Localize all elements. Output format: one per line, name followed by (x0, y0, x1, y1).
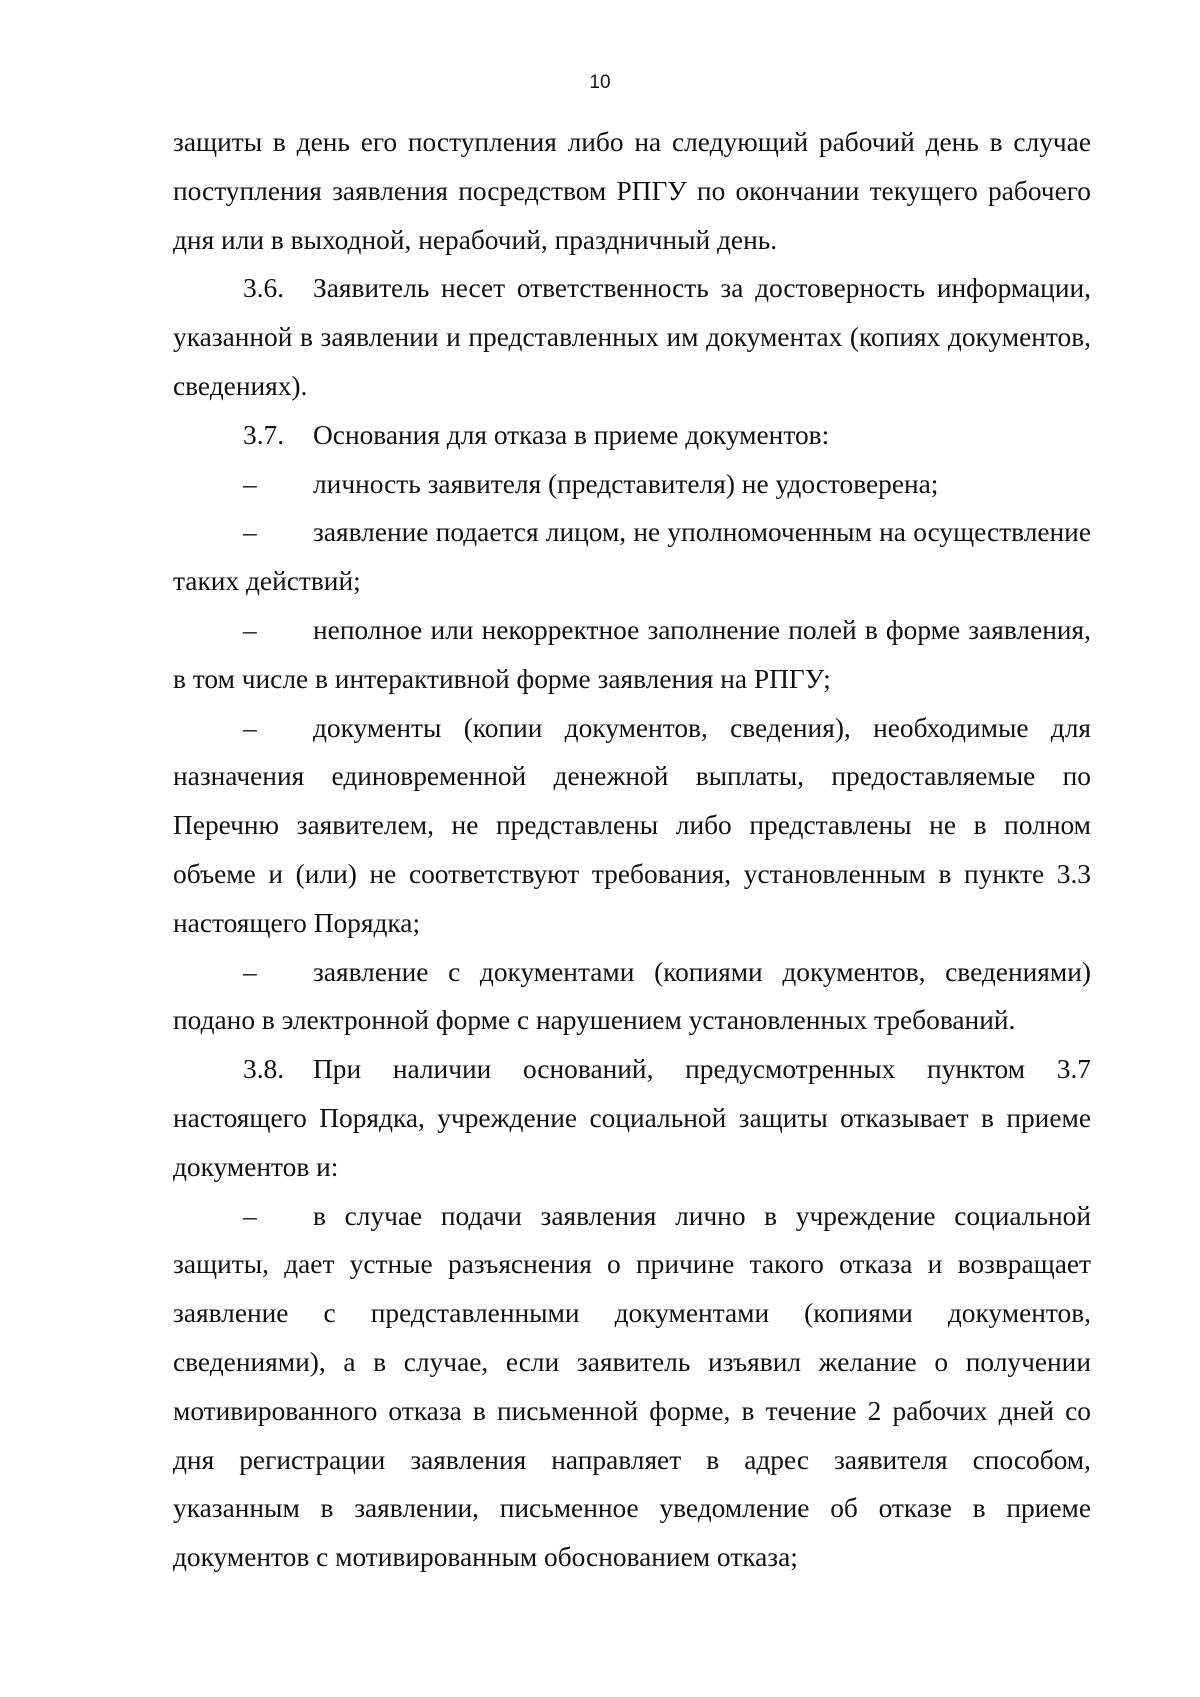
list-item-text: документы (копии документов, сведения), необходимые для назначения единовременной денежной выплаты, предоставляемые по Перечню заявителем, не представлены либо представлены не в полном объеме и (или) не соответствуют требования, установленным в пункте 3.3 настоящего Порядка; (173, 712, 1091, 938)
list-item-text: заявление с документами (копиями документов, сведениями) подано в электронной форме с нарушением установленных требований. (173, 956, 1091, 1036)
list-item-text: в случае подачи заявления лично в учреждение социальной защиты, дает устные разъяснения о причине такого отказа и возвращает заявление с представленными документами (копиями документов, сведениями), а в случае, если заявитель изъявил желание о получении мотивированного отказа в письменной форме, в течение 2 рабочих дней со дня регистрации заявления направляет в адрес заявителя способом, указанным в заявлении, письменное уведомление об отказе в приеме документов с мотивированным обоснованием отказа; (173, 1200, 1091, 1573)
paragraph-number: 3.8. (243, 1054, 285, 1085)
list-item (173, 1192, 1091, 1582)
dash-marker: – (243, 956, 257, 987)
paragraph-text: Основания для отказа в приеме документов: (313, 419, 830, 450)
paragraph-text: защиты в день его поступления либо на следующий рабочий день в случае поступления заявления посредством РПГУ по окончании текущего рабочего дня или в выходной, нерабочий, праздничный день. (173, 127, 1091, 255)
list-item-text: заявление подается лицом, не уполномоченным на осуществление таких действий; (173, 517, 1091, 597)
paragraph-text: Заявитель несет ответственность за достоверность информации, указанной в заявлении и представленных им документах (копиях документов, сведениях). (173, 273, 1091, 401)
dash-marker: – (243, 614, 257, 645)
dash-marker: – (243, 1200, 257, 1231)
page-number: 10 (589, 72, 611, 93)
list-item (173, 606, 1091, 704)
dash-marker: – (243, 468, 257, 499)
paragraph-number: 3.7. (243, 419, 285, 450)
list-item-text: неполное или некорректное заполнение полей в форме заявления, в том числе в интерактивной форме заявления на РПГУ; (173, 614, 1091, 694)
list-item (173, 704, 1091, 948)
dash-marker: – (243, 517, 257, 548)
list-item (173, 508, 1091, 606)
dash-marker: – (243, 712, 257, 743)
paragraph-number: 3.6. (243, 273, 285, 304)
paragraph-3-7 (173, 411, 1091, 460)
list-item-text: личность заявителя (представителя) не удостоверена; (313, 468, 939, 499)
list-item (173, 460, 1091, 509)
paragraph-continuation (173, 118, 1091, 264)
document-body (173, 118, 1091, 1582)
paragraph-3-6 (173, 264, 1091, 410)
list-item (173, 948, 1091, 1046)
paragraph-text: При наличии оснований, предусмотренных пунктом 3.7 настоящего Порядка, учреждение социальной защиты отказывает в приеме документов и: (173, 1054, 1091, 1182)
paragraph-3-8 (173, 1045, 1091, 1191)
